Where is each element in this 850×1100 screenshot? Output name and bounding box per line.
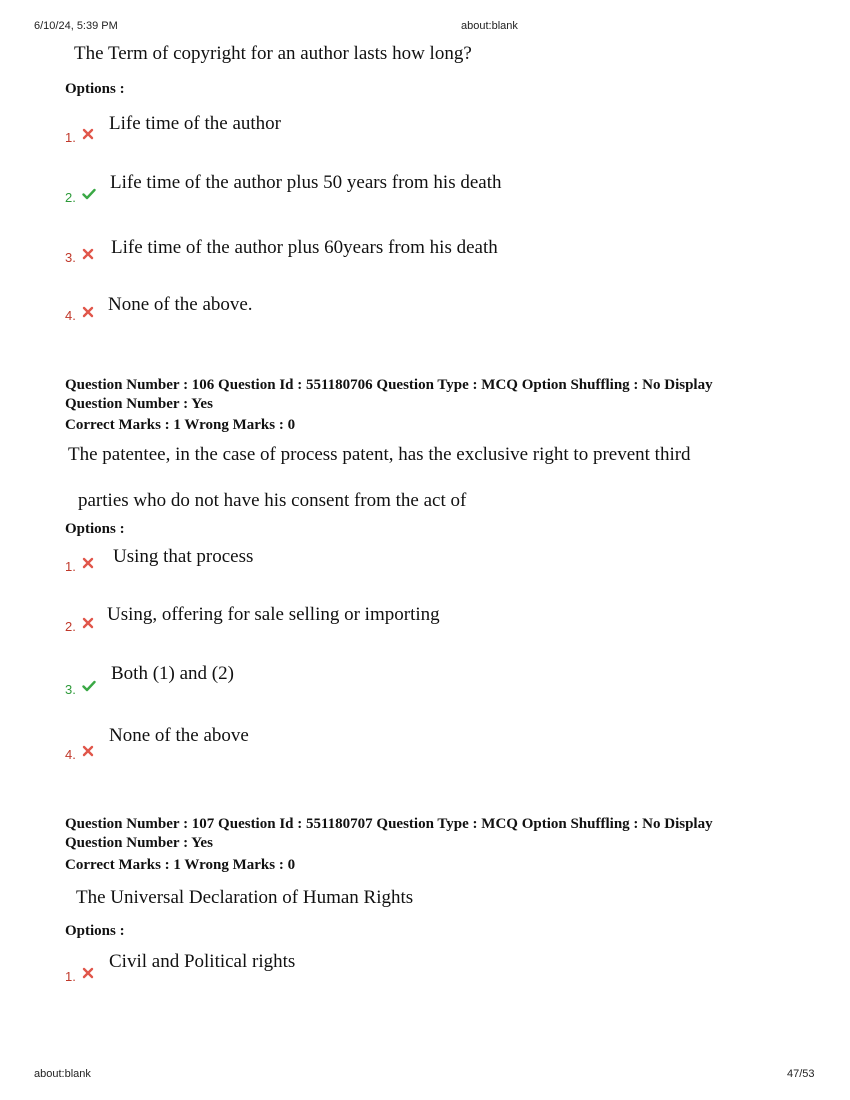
wrong-icon: [82, 557, 94, 569]
print-title: about:blank: [461, 20, 518, 32]
print-footer-url: about:blank: [34, 1068, 91, 1080]
question-text-continued: parties who do not have his consent from the act of: [78, 490, 467, 511]
option-number: 1.: [65, 969, 76, 984]
options-label: Options :: [65, 81, 125, 97]
wrong-icon: [82, 248, 94, 260]
option-text: Both (1) and (2): [111, 663, 234, 684]
option-number: 2.: [65, 190, 76, 205]
wrong-icon: [82, 128, 94, 140]
options-label: Options :: [65, 923, 125, 939]
option-number: 1.: [65, 130, 76, 145]
options-label: Options :: [65, 521, 125, 537]
question-meta-line: Question Number : 107 Question Id : 551180707 Question Type : MCQ Option Shuffling : No Display: [65, 816, 713, 832]
wrong-icon: [82, 967, 94, 979]
question-meta-line: Question Number : 106 Question Id : 551180706 Question Type : MCQ Option Shuffling : No Display: [65, 377, 713, 393]
option-number: 2.: [65, 619, 76, 634]
question-meta-line: Question Number : Yes: [65, 835, 213, 851]
option-number: 3.: [65, 682, 76, 697]
option-text: None of the above.: [108, 294, 253, 315]
option-text: None of the above: [109, 725, 249, 746]
option-number: 4.: [65, 747, 76, 762]
option-text: Civil and Political rights: [109, 951, 296, 972]
correct-icon: [82, 188, 96, 200]
option-text: Life time of the author plus 50 years from his death: [110, 172, 502, 193]
question-meta-line: Question Number : Yes: [65, 396, 213, 412]
page-number: 47/53: [787, 1068, 815, 1080]
option-number: 1.: [65, 559, 76, 574]
correct-icon: [82, 680, 96, 692]
question-text: The Universal Declaration of Human Rights: [76, 887, 414, 908]
option-text: Life time of the author plus 60years from his death: [111, 237, 498, 258]
option-text: Using, offering for sale selling or importing: [107, 604, 440, 625]
marks-line: Correct Marks : 1 Wrong Marks : 0: [65, 857, 296, 873]
option-number: 3.: [65, 250, 76, 265]
question-text: The patentee, in the case of process patent, has the exclusive right to prevent third: [68, 444, 691, 465]
option-text: Life time of the author: [109, 113, 281, 134]
wrong-icon: [82, 617, 94, 629]
print-datetime: 6/10/24, 5:39 PM: [34, 20, 118, 32]
wrong-icon: [82, 306, 94, 318]
marks-line: Correct Marks : 1 Wrong Marks : 0: [65, 417, 296, 433]
option-number: 4.: [65, 308, 76, 323]
option-text: Using that process: [113, 546, 254, 567]
question-text: The Term of copyright for an author lasts how long?: [74, 43, 472, 64]
wrong-icon: [82, 745, 94, 757]
